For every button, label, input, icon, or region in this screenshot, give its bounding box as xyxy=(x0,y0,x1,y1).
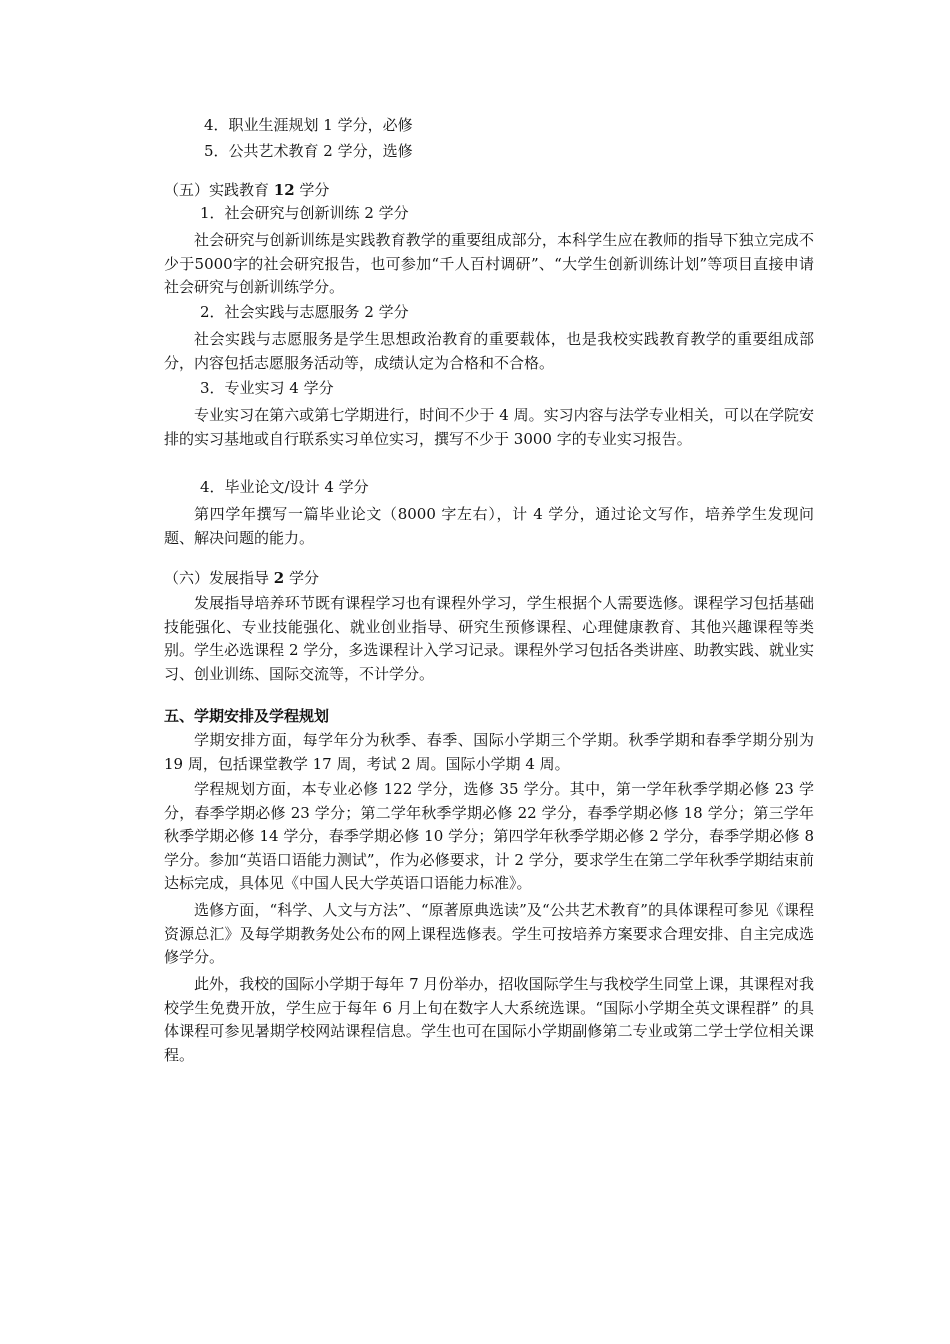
practice-item-3-title: 3．专业实习 4 学分 xyxy=(200,379,334,397)
development-heading-prefix: （六）发展指导 xyxy=(164,569,274,587)
development-heading-suffix: 学分 xyxy=(284,569,319,587)
development-heading-credits: 2 xyxy=(273,569,285,587)
practice-heading-credits: 12 xyxy=(273,181,295,199)
development-heading xyxy=(164,567,319,589)
schedule-heading: 五、学期安排及学程规划 xyxy=(164,707,330,725)
schedule-paragraph-1: 学期安排方面，每学年分为秋季、春季、国际小学期三个学期。秋季学期和春季学期分别为 19 周，包括课堂教学 17 周，考试 2 周。国际小学期 4 周。 xyxy=(164,731,814,773)
practice-item-2-text: 社会实践与志愿服务是学生思想政治教育的重要载体，也是我校实践教育教学的重要组成部分，内容包括志愿服务活动等，成绩认定为合格和不合格。 xyxy=(164,330,814,372)
general-item-5: 5．公共艺术教育 2 学分，选修 xyxy=(204,142,413,160)
practice-heading-suffix: 学分 xyxy=(294,181,330,199)
schedule-paragraph-4: 此外，我校的国际小学期于每年 7 月份举办，招收国际学生与我校学生同堂上课，其课程对我校学生免费开放，学生应于每年 6 月上旬在数字人大系统选课。“国际小学期全英文课程群” 的具体课程可参见暑期学校网站课程信息。学生也可在国际小学期副修第二专业或第二学士学位相关课程。 xyxy=(164,975,814,1064)
practice-item-4-title: 4．毕业论文/设计 4 学分 xyxy=(200,478,369,496)
practice-item-3-text: 专业实习在第六或第七学期进行，时间不少于 4 周。实习内容与法学专业相关，可以在学院安排的实习基地或自行联系实习单位实习，撰写不少于 3000 字的专业实习报告。 xyxy=(164,406,814,448)
development-text: 发展指导培养环节既有课程学习也有课程外学习，学生根据个人需要选修。课程学习包括基础技能强化、专业技能强化、就业创业指导、研究生预修课程、心理健康教育、其他兴趣课程等类别。学生必选课程 2 学分，多选课程计入学习记录。课程外学习包括各类讲座、助教实践、就业实习、创业训练、国际交流等，不计学分。 xyxy=(164,594,814,683)
schedule-paragraph-3: 选修方面，“科学、人文与方法”、“原著原典选读”及“公共艺术教育”的具体课程可参见《课程资源总汇》及每学期教务处公布的网上课程选修表。学生可按培养方案要求合理安排、自主完成选修学分。 xyxy=(164,901,814,966)
general-item-4: 4．职业生涯规划 1 学分，必修 xyxy=(204,116,413,134)
practice-heading-prefix: （五）实践教育 xyxy=(164,181,274,199)
practice-item-1-text: 社会研究与创新训练是实践教育教学的重要组成部分，本科学生应在教师的指导下独立完成不少于5000字的社会研究报告，也可参加“千人百村调研”、“大学生创新训练计划”等项目直接申请社会研究与创新训练学分。 xyxy=(164,231,814,296)
practice-item-1-title: 1．社会研究与创新训练 2 学分 xyxy=(200,204,409,222)
practice-item-2-title: 2．社会实践与志愿服务 2 学分 xyxy=(200,303,409,321)
practice-item-4-text: 第四学年撰写一篇毕业论文（8000 字左右），计 4 学分，通过论文写作，培养学生发现问题、解决问题的能力。 xyxy=(164,505,814,547)
schedule-paragraph-2: 学程规划方面，本专业必修 122 学分，选修 35 学分。其中，第一学年秋季学期必修 23 学分，春季学期必修 23 学分；第二学年秋季学期必修 22 学分，春季学期必修 18 学分；第三学年秋季学期必修 14 学分，春季学期必修 10 学分；第四学年秋季学期必修 2 学分，春季学期必修 8 学分。参加“英语口语能力测试”，作为必修要求，计 2 学分，要求学生在第二学年秋季学期结束前达标完成，具体见《中国人民大学英语口语能力标准》。 xyxy=(164,780,814,892)
practice-heading xyxy=(164,179,329,201)
